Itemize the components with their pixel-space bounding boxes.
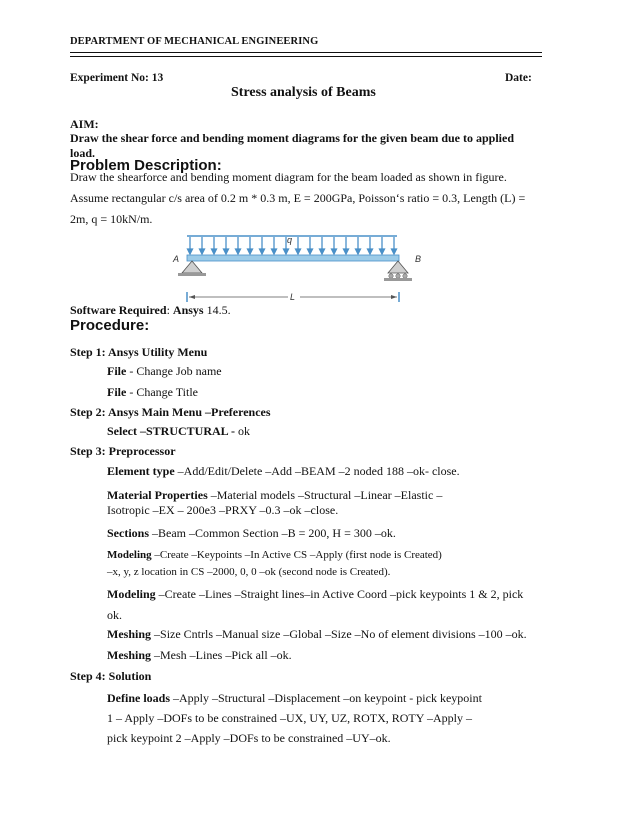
step3-title: Step 3: Preprocessor: [70, 444, 176, 458]
load-arrow-head: [224, 249, 229, 254]
aim-line-2: load.: [70, 146, 96, 160]
step4-title: Step 4: Solution: [70, 669, 152, 683]
experiment-number: Experiment No: 13: [70, 72, 164, 84]
step4-define-loads-line-3: pick keypoint 2 –Apply –DOFs to be constrained –UY–ok.: [107, 731, 391, 745]
step3-material-line-2: Isotropic –EX – 200e3 –PRXY –0.3 –ok –close.: [107, 503, 339, 517]
problem-line-2: Assume rectangular c/s area of 0.2 m * 0.3 m, E = 200GPa, Poisson‘s ratio = 0.3, Length (L) =: [70, 191, 526, 205]
header-rule-thick: [70, 52, 542, 53]
right-support-label: B: [415, 254, 422, 264]
load-arrow-head: [188, 249, 193, 254]
load-arrow-head: [308, 249, 313, 254]
load-arrow-head: [392, 249, 397, 254]
problem-line-1: Draw the shearforce and bending moment diagram for the beam loaded as shown in figure.: [70, 170, 507, 184]
beam: [187, 255, 399, 261]
step1-item-2: File - Change Title: [107, 385, 198, 399]
step1-item-1: File - Change Job name: [107, 364, 222, 378]
problem-line-3: 2m, q = 10kN/m.: [70, 212, 153, 226]
date-label: Date:: [505, 72, 532, 84]
procedure-heading: Procedure:: [70, 317, 150, 334]
aim-heading: AIM:: [70, 117, 99, 131]
software-name: Ansys: [172, 303, 204, 317]
load-arrow-head: [380, 249, 385, 254]
left-support: [182, 261, 202, 273]
load-arrow-head: [296, 249, 301, 254]
load-arrow-head: [212, 249, 217, 254]
step3-modeling-lines-line-2: ok.: [107, 608, 122, 622]
load-arrow-head: [284, 249, 289, 254]
step1-title: Step 1: Ansys Utility Menu: [70, 345, 208, 359]
left-support-label: A: [173, 254, 180, 264]
load-label: q: [287, 235, 293, 245]
step3-meshing-size: Meshing –Size Cntrls –Manual size –Global –Size –No of element divisions –100 –ok.: [107, 627, 527, 641]
step4-define-loads: Define loads –Apply –Structural –Displacement –on keypoint - pick keypoint: [107, 691, 482, 705]
step2-title: Step 2: Ansys Main Menu –Preferences: [70, 405, 271, 419]
department-header: DEPARTMENT OF MECHANICAL ENGINEERING: [70, 36, 319, 47]
beam-figure: [170, 230, 432, 310]
step3-modeling-lines: Modeling –Create –Lines –Straight lines–in Active Coord –pick keypoints 1 & 2, pick: [107, 587, 524, 601]
step2-item: Select –STRUCTURAL - ok: [107, 424, 250, 438]
load-arrow-head: [356, 249, 361, 254]
load-arrow-head: [200, 249, 205, 254]
step3-element-type: Element type –Add/Edit/Delete –Add –BEAM –2 noded 188 –ok- close.: [107, 464, 460, 478]
load-arrow-head: [236, 249, 241, 254]
step3-modeling-keypoints-line-2: –x, y, z location in CS –2000, 0, 0 –ok (second node is Created).: [107, 566, 391, 578]
software-label: Software Required: [70, 303, 167, 317]
length-label: L: [290, 292, 296, 302]
software-version: 14.5.: [203, 303, 231, 317]
load-arrow-head: [272, 249, 277, 254]
load-arrow-head: [332, 249, 337, 254]
step3-modeling-keypoints: Modeling –Create –Keypoints –In Active CS –Apply (first node is Created): [107, 549, 442, 561]
header-rule-thin: [70, 56, 542, 57]
problem-heading: Problem Description:: [70, 157, 222, 174]
step3-meshing-mesh: Meshing –Mesh –Lines –Pick all –ok.: [107, 648, 292, 662]
load-arrow-head: [344, 249, 349, 254]
step3-material: Material Properties –Material models –Structural –Linear –Elastic –: [107, 488, 443, 502]
aim-line-1: Draw the shear force and bending moment diagrams for the given beam due to applied: [70, 131, 514, 145]
step4-define-loads-line-2: 1 – Apply –DOFs to be constrained –UX, UY, UZ, ROTX, ROTY –Apply –: [107, 711, 472, 725]
load-arrow-head: [248, 249, 253, 254]
document-title: Stress analysis of Beams: [231, 85, 376, 100]
load-arrow-head: [260, 249, 265, 254]
load-arrow-head: [320, 249, 325, 254]
software-sep: :: [166, 303, 173, 317]
right-support: [388, 261, 408, 273]
software-required: [70, 303, 231, 318]
load-arrow-head: [368, 249, 373, 254]
step3-sections: Sections –Beam –Common Section –B = 200, H = 300 –ok.: [107, 526, 396, 540]
